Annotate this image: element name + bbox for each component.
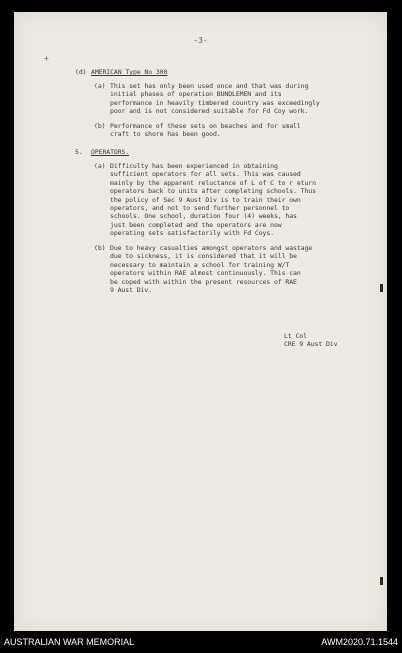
signature-rank: Lt Col xyxy=(284,332,307,340)
section-d-heading: AMERICAN Type No 300 xyxy=(91,68,168,76)
edge-mark xyxy=(380,284,383,292)
section-5-item-b-line: operators within RAE almost continuously. This can xyxy=(110,269,301,278)
section-5-item-a-line: the policy of Sec 9 Aust Div is to train their own xyxy=(110,195,301,204)
section-5-item-a-line: operators, and not to send further personnel to xyxy=(110,204,290,212)
section-d-item-a-label: (a) xyxy=(94,82,106,90)
section-d-item-b-line: craft to shore has been good. xyxy=(110,130,221,139)
section-5-item-a-line: operating sets satisfactorily with Fd Coys. xyxy=(110,229,274,238)
section-5-item-b-line: 9 Aust Div. xyxy=(110,286,152,294)
page-number: -3- xyxy=(193,36,208,45)
section-5-item-b-line: necessary to maintain a school for training W/T xyxy=(110,260,290,269)
section-5-item-a-line: Difficulty has been experienced in obtaining xyxy=(110,162,278,170)
section-5-item-b-line: due to sickness, it is considered that it will be xyxy=(110,252,297,261)
footer-bar xyxy=(0,631,402,653)
section-5-item-a-line: operators back to units after completing schools. Thus xyxy=(110,187,316,196)
section-5-heading: OPERATORS. xyxy=(91,148,130,156)
section-d-item-a-line: performance in heavily timbered country was exceedingly xyxy=(110,98,320,107)
section-d-item-b-label: (b) xyxy=(94,122,106,130)
footer-credit: AUSTRALIAN WAR MEMORIAL xyxy=(4,637,135,647)
edge-mark xyxy=(380,577,383,585)
section-5-item-b-label: (b) xyxy=(94,244,106,252)
section-5-item-a-line: just been completed and the operators are now xyxy=(110,220,282,229)
section-d-item-b-line: Performance of these sets on beaches and for small xyxy=(110,122,301,130)
section-5-item-a-line: mainly by the apparent reluctance of L of C to r eturn xyxy=(110,178,316,187)
footer-accession-number: AWM2020.71.1544 xyxy=(321,637,398,647)
section-5-item-a-line: schools. One school, duration four (4) weeks, has xyxy=(110,212,297,221)
section-5-item-a-line: sufficient operators for all sets. This was caused xyxy=(110,170,301,179)
section-5-label: 5. xyxy=(75,148,83,156)
section-d-item-a-line: initial phases of operation BUNDLEMEN and its xyxy=(110,90,282,99)
section-5-item-a-label: (a) xyxy=(94,162,106,170)
section-d-item-a-line: poor and is not considered suitable for Fd Coy work. xyxy=(110,107,309,116)
corner-mark: + xyxy=(44,54,49,63)
section-d-label: (d) xyxy=(75,68,87,76)
section-5-item-b-line: Due to heavy casualties amongst operators and wastage xyxy=(110,244,313,252)
section-5-item-b-line: be coped with within the present resources of RAE xyxy=(110,277,297,286)
signature-title: CRE 9 Aust Div xyxy=(284,340,338,349)
section-d-item-a-line: This set has only been used once and that was during xyxy=(110,82,309,90)
document-page xyxy=(14,12,387,631)
